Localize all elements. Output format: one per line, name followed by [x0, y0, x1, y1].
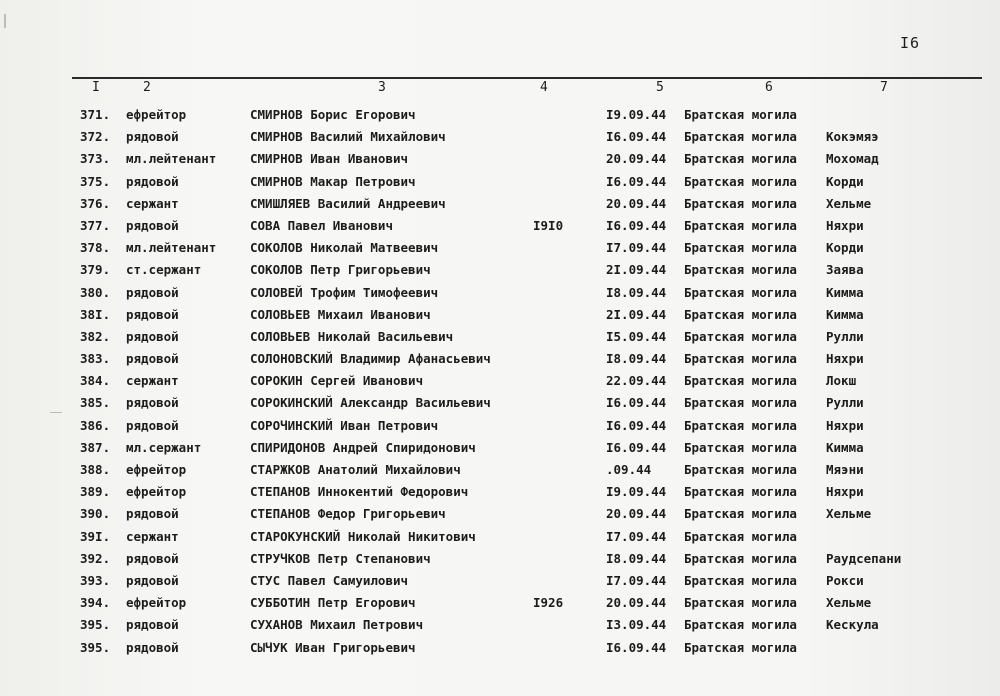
full-name: СОЛОВЬЕВ Михаил Иванович: [250, 306, 431, 322]
record-number: 388.: [80, 462, 111, 477]
military-rank: рядовой: [126, 306, 179, 322]
column-header-3: 3: [378, 80, 386, 95]
burial-place: Няхри: [826, 417, 864, 433]
table-row: [0, 304, 1000, 326]
burial-type: Братская могила: [684, 173, 797, 189]
full-name: СОВА Павел Иванович: [250, 217, 393, 233]
death-date: I8.09.44: [606, 550, 667, 566]
burial-type: Братская могила: [684, 550, 797, 566]
full-name: СЫЧУК Иван Григорьевич: [250, 639, 416, 655]
military-rank: рядовой: [126, 417, 179, 433]
column-header-6: 6: [765, 80, 773, 95]
military-rank: ст.сержант: [126, 262, 202, 278]
burial-place: Няхри: [826, 351, 864, 367]
full-name: СУХАНОВ Михаил Петрович: [250, 617, 424, 633]
death-date: .09.44: [606, 462, 652, 477]
burial-place: Хельме: [826, 595, 872, 611]
record-number: 383.: [80, 351, 111, 367]
burial-type: Братская могила: [684, 328, 797, 344]
table-row: [0, 481, 1000, 503]
death-date: I7.09.44: [606, 528, 667, 544]
burial-type: Братская могила: [684, 284, 797, 300]
death-date: I5.09.44: [606, 328, 667, 344]
full-name: СОРОКИН Сергей Иванович: [250, 373, 424, 389]
burial-place: Рулли: [826, 328, 864, 344]
burial-type: Братская могила: [684, 639, 797, 655]
burial-place: Хельме: [826, 506, 872, 522]
table-row: [0, 614, 1000, 636]
military-rank: рядовой: [126, 572, 179, 588]
record-number: 382.: [80, 328, 111, 344]
death-date: 20.09.44: [606, 595, 667, 611]
burial-type: Братская могила: [684, 351, 797, 367]
military-rank: рядовой: [126, 129, 179, 145]
death-date: I3.09.44: [606, 617, 667, 633]
military-rank: сержант: [126, 528, 179, 544]
column-header-5: 5: [656, 80, 664, 95]
military-rank: рядовой: [126, 617, 179, 633]
column-header-1: I: [92, 80, 100, 95]
full-name: СОКОЛОВ Петр Григорьевич: [250, 262, 431, 278]
record-number: 385.: [80, 395, 111, 411]
burial-place: Корди: [826, 173, 864, 189]
burial-type: Братская могила: [684, 417, 797, 433]
burial-place: Кимма: [826, 306, 864, 322]
burial-type: Братская могила: [684, 262, 797, 278]
record-number: 389.: [80, 484, 111, 500]
full-name: СТЕПАНОВ Иннокентий Федорович: [250, 484, 469, 500]
burial-type: Братская могила: [684, 484, 797, 500]
death-date: 20.09.44: [606, 151, 667, 167]
full-name: СПИРИДОНОВ Андрей Спиридонович: [250, 439, 476, 455]
table-row: [0, 126, 1000, 148]
full-name: СМИРНОВ Борис Егорович: [250, 107, 416, 122]
record-number: 394.: [80, 595, 111, 611]
full-name: СОЛОНОВСКИЙ Владимир Афанасьевич: [250, 351, 491, 367]
death-date: I7.09.44: [606, 572, 667, 588]
death-date: I6.09.44: [606, 417, 667, 433]
burial-type: Братская могила: [684, 506, 797, 522]
table-row: [0, 237, 1000, 259]
burial-place: Мяэни: [826, 462, 864, 477]
burial-place: Хельме: [826, 195, 872, 211]
burial-type: Братская могила: [684, 217, 797, 233]
table-row: [0, 326, 1000, 348]
record-number: 386.: [80, 417, 111, 433]
record-number: 387.: [80, 439, 111, 455]
full-name: СМИРНОВ Василий Михайлович: [250, 129, 446, 145]
death-date: I8.09.44: [606, 351, 667, 367]
burial-type: Братская могила: [684, 240, 797, 256]
burial-type: Братская могила: [684, 439, 797, 455]
burial-place: Няхри: [826, 217, 864, 233]
burial-place: Кимма: [826, 284, 864, 300]
death-date: I6.09.44: [606, 129, 667, 145]
column-header-4: 4: [540, 80, 548, 95]
burial-place: Няхри: [826, 484, 864, 500]
death-date: I6.09.44: [606, 639, 667, 655]
page-number: I6: [900, 34, 921, 52]
death-date: I7.09.44: [606, 240, 667, 256]
military-rank: рядовой: [126, 173, 179, 189]
military-rank: ефрейтор: [126, 107, 187, 122]
full-name: СОЛОВЕЙ Трофим Тимофеевич: [250, 284, 439, 300]
record-number: 373.: [80, 151, 111, 167]
record-number: 38I.: [80, 306, 111, 322]
burial-place: Кимма: [826, 439, 864, 455]
burial-place: Кескула: [826, 617, 879, 633]
table-row: [0, 437, 1000, 459]
burial-type: Братская могила: [684, 151, 797, 167]
full-name: СТЕПАНОВ Федор Григорьевич: [250, 506, 446, 522]
military-rank: рядовой: [126, 328, 179, 344]
table-row: [0, 392, 1000, 414]
burial-place: Кокэмяэ: [826, 129, 879, 145]
column-header-7: 7: [880, 80, 888, 95]
burial-type: Братская могила: [684, 617, 797, 633]
record-number: 378.: [80, 240, 111, 256]
birth-year: I926: [533, 595, 564, 611]
table-row: [0, 348, 1000, 370]
burial-type: Братская могила: [684, 107, 797, 122]
burial-type: Братская могила: [684, 306, 797, 322]
burial-place: Заява: [826, 262, 864, 278]
table-row: [0, 548, 1000, 570]
record-number: 371.: [80, 107, 111, 122]
table-row: [0, 282, 1000, 304]
burial-place: Корди: [826, 240, 864, 256]
military-rank: рядовой: [126, 506, 179, 522]
table-row: [0, 570, 1000, 592]
full-name: СОРОЧИНСКИЙ Иван Петрович: [250, 417, 439, 433]
death-date: 20.09.44: [606, 506, 667, 522]
military-rank: мл.лейтенант: [126, 240, 217, 256]
record-number: 379.: [80, 262, 111, 278]
record-number: 395.: [80, 639, 111, 655]
military-rank: мл.лейтенант: [126, 151, 217, 167]
table-row: [0, 526, 1000, 548]
military-rank: рядовой: [126, 550, 179, 566]
table-row: [0, 370, 1000, 392]
table-row: [0, 193, 1000, 215]
military-rank: сержант: [126, 373, 179, 389]
death-date: 2I.09.44: [606, 262, 667, 278]
full-name: СТУС Павел Самуилович: [250, 572, 409, 588]
military-rank: ефрейтор: [126, 462, 187, 477]
full-name: СТАРЖКОВ Анатолий Михайлович: [250, 462, 461, 477]
military-rank: рядовой: [126, 284, 179, 300]
table-row: [0, 104, 1000, 126]
record-number: 380.: [80, 284, 111, 300]
burial-type: Братская могила: [684, 195, 797, 211]
record-number: 384.: [80, 373, 111, 389]
burial-type: Братская могила: [684, 373, 797, 389]
military-rank: ефрейтор: [126, 484, 187, 500]
record-number: 392.: [80, 550, 111, 566]
header-rule: [72, 77, 982, 79]
military-rank: ефрейтор: [126, 595, 187, 611]
record-number: 372.: [80, 129, 111, 145]
record-number: 390.: [80, 506, 111, 522]
death-date: I6.09.44: [606, 217, 667, 233]
burial-type: Братская могила: [684, 572, 797, 588]
death-date: I6.09.44: [606, 395, 667, 411]
death-date: 20.09.44: [606, 195, 667, 211]
table-row: [0, 171, 1000, 193]
record-number: 375.: [80, 173, 111, 189]
death-date: I8.09.44: [606, 284, 667, 300]
death-date: 22.09.44: [606, 373, 667, 389]
record-number: 395.: [80, 617, 111, 633]
military-rank: рядовой: [126, 395, 179, 411]
death-date: I6.09.44: [606, 439, 667, 455]
military-rank: рядовой: [126, 351, 179, 367]
column-header-row: [0, 80, 1000, 98]
full-name: СОКОЛОВ Николай Матвеевич: [250, 240, 439, 256]
table-row: [0, 592, 1000, 614]
death-date: 2I.09.44: [606, 306, 667, 322]
table-row: [0, 415, 1000, 437]
record-number: 376.: [80, 195, 111, 211]
record-number: 393.: [80, 572, 111, 588]
burial-type: Братская могила: [684, 528, 797, 544]
table-row: [0, 503, 1000, 525]
scan-mark: [4, 14, 6, 28]
burial-place: Рокси: [826, 572, 864, 588]
full-name: СМИРНОВ Макар Петрович: [250, 173, 416, 189]
burial-place: Локш: [826, 373, 857, 389]
burial-place: Рулли: [826, 395, 864, 411]
record-number: 377.: [80, 217, 111, 233]
table-row: [0, 148, 1000, 170]
table-row: [0, 259, 1000, 281]
full-name: СМИШЛЯЕВ Василий Андреевич: [250, 195, 446, 211]
burial-type: Братская могила: [684, 129, 797, 145]
table-row: [0, 215, 1000, 237]
burial-place: Раудсепани: [826, 550, 902, 566]
death-date: I6.09.44: [606, 173, 667, 189]
full-name: СТАРОКУНСКИЙ Николай Никитович: [250, 528, 476, 544]
table-row: [0, 459, 1000, 481]
record-number: 39I.: [80, 528, 111, 544]
birth-year: I9I0: [533, 217, 564, 233]
full-name: СМИРНОВ Иван Иванович: [250, 151, 409, 167]
burial-type: Братская могила: [684, 462, 797, 477]
burial-list-table: [0, 104, 1000, 659]
column-header-2: 2: [143, 80, 151, 95]
full-name: СТРУЧКОВ Петр Степанович: [250, 550, 431, 566]
full-name: СОРОКИНСКИЙ Александр Васильевич: [250, 395, 491, 411]
full-name: СОЛОВЬЕВ Николай Васильевич: [250, 328, 454, 344]
full-name: СУББОТИН Петр Егорович: [250, 595, 416, 611]
table-row: [0, 637, 1000, 659]
military-rank: рядовой: [126, 217, 179, 233]
military-rank: мл.сержант: [126, 439, 202, 455]
burial-place: Мохомад: [826, 151, 879, 167]
death-date: I9.09.44: [606, 107, 667, 122]
burial-type: Братская могила: [684, 395, 797, 411]
death-date: I9.09.44: [606, 484, 667, 500]
military-rank: рядовой: [126, 639, 179, 655]
burial-type: Братская могила: [684, 595, 797, 611]
military-rank: сержант: [126, 195, 179, 211]
